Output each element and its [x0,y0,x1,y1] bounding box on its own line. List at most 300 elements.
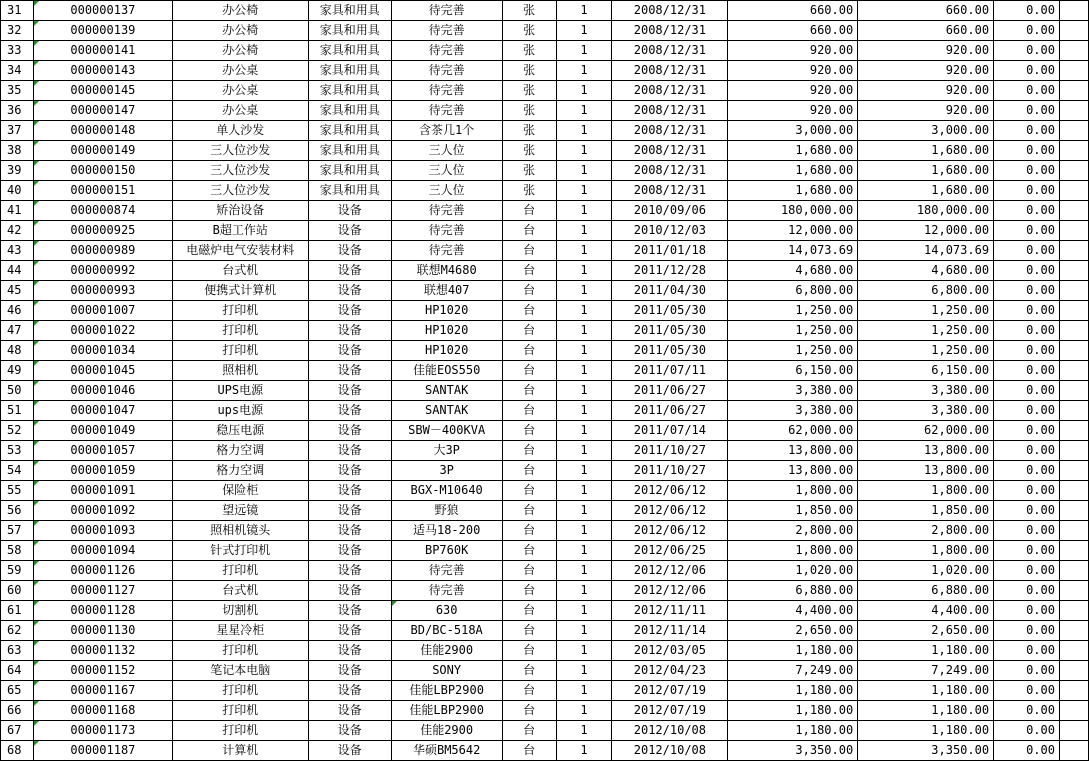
unit-cell[interactable]: 张 [502,141,556,161]
unit-cell[interactable]: 台 [502,581,556,601]
asset-code-cell[interactable]: 000000989 [33,241,172,261]
row-number-cell[interactable]: 34 [1,61,34,81]
unit-cell[interactable]: 张 [502,161,556,181]
asset-code-cell[interactable]: 000000148 [33,121,172,141]
original-value-cell[interactable]: 14,073.69 [728,241,858,261]
specification-cell[interactable]: 待完善 [391,581,502,601]
quantity-cell[interactable]: 1 [556,361,612,381]
specification-cell[interactable]: 待完善 [391,241,502,261]
asset-name-cell[interactable]: 打印机 [172,561,308,581]
unit-cell[interactable]: 台 [502,381,556,401]
specification-cell[interactable]: 待完善 [391,221,502,241]
book-value-cell[interactable]: 920.00 [858,81,994,101]
asset-code-cell[interactable]: 000001152 [33,661,172,681]
original-value-cell[interactable]: 13,800.00 [728,461,858,481]
empty-cell[interactable] [1059,641,1088,661]
row-number-cell[interactable]: 43 [1,241,34,261]
unit-cell[interactable]: 张 [502,61,556,81]
unit-cell[interactable]: 张 [502,101,556,121]
specification-cell[interactable]: 佳能LBP2900 [391,681,502,701]
empty-cell[interactable] [1059,501,1088,521]
original-value-cell[interactable]: 2,650.00 [728,621,858,641]
depreciation-cell[interactable]: 0.00 [994,301,1060,321]
original-value-cell[interactable]: 920.00 [728,61,858,81]
depreciation-cell[interactable]: 0.00 [994,201,1060,221]
specification-cell[interactable]: BD/BC-518A [391,621,502,641]
book-value-cell[interactable]: 1,250.00 [858,321,994,341]
book-value-cell[interactable]: 12,000.00 [858,221,994,241]
asset-name-cell[interactable]: 星星冷柜 [172,621,308,641]
acquire-date-cell[interactable]: 2012/06/12 [612,501,728,521]
empty-cell[interactable] [1059,421,1088,441]
specification-cell[interactable]: 待完善 [391,61,502,81]
row-number-cell[interactable]: 33 [1,41,34,61]
asset-name-cell[interactable]: 矫治设备 [172,201,308,221]
acquire-date-cell[interactable]: 2011/07/11 [612,361,728,381]
depreciation-cell[interactable]: 0.00 [994,381,1060,401]
row-number-cell[interactable]: 58 [1,541,34,561]
quantity-cell[interactable]: 1 [556,461,612,481]
asset-name-cell[interactable]: 三人位沙发 [172,181,308,201]
row-number-cell[interactable]: 44 [1,261,34,281]
original-value-cell[interactable]: 6,150.00 [728,361,858,381]
empty-cell[interactable] [1059,41,1088,61]
original-value-cell[interactable]: 1,180.00 [728,641,858,661]
specification-cell[interactable]: BP760K [391,541,502,561]
specification-cell[interactable]: 待完善 [391,21,502,41]
quantity-cell[interactable]: 1 [556,41,612,61]
acquire-date-cell[interactable]: 2012/11/14 [612,621,728,641]
acquire-date-cell[interactable]: 2011/05/30 [612,341,728,361]
original-value-cell[interactable]: 3,350.00 [728,741,858,761]
acquire-date-cell[interactable]: 2008/12/31 [612,101,728,121]
quantity-cell[interactable]: 1 [556,261,612,281]
book-value-cell[interactable]: 2,800.00 [858,521,994,541]
original-value-cell[interactable]: 1,180.00 [728,701,858,721]
depreciation-cell[interactable]: 0.00 [994,741,1060,761]
asset-code-cell[interactable]: 000001045 [33,361,172,381]
category-cell[interactable]: 设备 [308,341,391,361]
unit-cell[interactable]: 台 [502,401,556,421]
acquire-date-cell[interactable]: 2011/10/27 [612,461,728,481]
acquire-date-cell[interactable]: 2010/09/06 [612,201,728,221]
specification-cell[interactable]: SONY [391,661,502,681]
asset-name-cell[interactable]: 办公椅 [172,21,308,41]
row-number-cell[interactable]: 59 [1,561,34,581]
asset-code-cell[interactable]: 000001047 [33,401,172,421]
acquire-date-cell[interactable]: 2010/12/03 [612,221,728,241]
quantity-cell[interactable]: 1 [556,641,612,661]
acquire-date-cell[interactable]: 2012/07/19 [612,701,728,721]
specification-cell[interactable]: SBW－400KVA [391,421,502,441]
unit-cell[interactable]: 台 [502,301,556,321]
asset-code-cell[interactable]: 000001128 [33,601,172,621]
unit-cell[interactable]: 台 [502,441,556,461]
row-number-cell[interactable]: 64 [1,661,34,681]
unit-cell[interactable]: 台 [502,741,556,761]
quantity-cell[interactable]: 1 [556,101,612,121]
unit-cell[interactable]: 台 [502,361,556,381]
row-number-cell[interactable]: 53 [1,441,34,461]
empty-cell[interactable] [1059,61,1088,81]
category-cell[interactable]: 设备 [308,581,391,601]
quantity-cell[interactable]: 1 [556,681,612,701]
unit-cell[interactable]: 台 [502,621,556,641]
quantity-cell[interactable]: 1 [556,701,612,721]
book-value-cell[interactable]: 920.00 [858,101,994,121]
quantity-cell[interactable]: 1 [556,161,612,181]
specification-cell[interactable]: 待完善 [391,81,502,101]
asset-name-cell[interactable]: 针式打印机 [172,541,308,561]
acquire-date-cell[interactable]: 2012/04/23 [612,661,728,681]
original-value-cell[interactable]: 1,680.00 [728,181,858,201]
category-cell[interactable]: 设备 [308,261,391,281]
depreciation-cell[interactable]: 0.00 [994,161,1060,181]
empty-cell[interactable] [1059,561,1088,581]
specification-cell[interactable]: 适马18-200 [391,521,502,541]
empty-cell[interactable] [1059,661,1088,681]
row-number-cell[interactable]: 40 [1,181,34,201]
book-value-cell[interactable]: 920.00 [858,41,994,61]
asset-code-cell[interactable]: 000001091 [33,481,172,501]
depreciation-cell[interactable]: 0.00 [994,661,1060,681]
book-value-cell[interactable]: 62,000.00 [858,421,994,441]
empty-cell[interactable] [1059,281,1088,301]
asset-name-cell[interactable]: ups电源 [172,401,308,421]
acquire-date-cell[interactable]: 2012/03/05 [612,641,728,661]
empty-cell[interactable] [1059,1,1088,21]
specification-cell[interactable]: HP1020 [391,321,502,341]
asset-name-cell[interactable]: 打印机 [172,641,308,661]
unit-cell[interactable]: 台 [502,481,556,501]
acquire-date-cell[interactable]: 2012/10/08 [612,741,728,761]
original-value-cell[interactable]: 3,380.00 [728,381,858,401]
quantity-cell[interactable]: 1 [556,441,612,461]
asset-code-cell[interactable]: 000000141 [33,41,172,61]
row-number-cell[interactable]: 48 [1,341,34,361]
unit-cell[interactable]: 台 [502,521,556,541]
asset-code-cell[interactable]: 000000149 [33,141,172,161]
specification-cell[interactable]: 佳能2900 [391,721,502,741]
asset-code-cell[interactable]: 000001007 [33,301,172,321]
quantity-cell[interactable]: 1 [556,81,612,101]
asset-name-cell[interactable]: 格力空调 [172,461,308,481]
asset-name-cell[interactable]: 打印机 [172,301,308,321]
category-cell[interactable]: 家具和用具 [308,1,391,21]
depreciation-cell[interactable]: 0.00 [994,361,1060,381]
category-cell[interactable]: 设备 [308,641,391,661]
original-value-cell[interactable]: 3,000.00 [728,121,858,141]
unit-cell[interactable]: 台 [502,421,556,441]
specification-cell[interactable]: 待完善 [391,561,502,581]
empty-cell[interactable] [1059,621,1088,641]
empty-cell[interactable] [1059,521,1088,541]
depreciation-cell[interactable]: 0.00 [994,261,1060,281]
specification-cell[interactable]: 佳能EOS550 [391,361,502,381]
asset-name-cell[interactable]: 切割机 [172,601,308,621]
acquire-date-cell[interactable]: 2012/07/19 [612,681,728,701]
row-number-cell[interactable]: 60 [1,581,34,601]
acquire-date-cell[interactable]: 2008/12/31 [612,161,728,181]
book-value-cell[interactable]: 180,000.00 [858,201,994,221]
quantity-cell[interactable]: 1 [556,381,612,401]
original-value-cell[interactable]: 4,680.00 [728,261,858,281]
asset-code-cell[interactable]: 000000151 [33,181,172,201]
unit-cell[interactable]: 张 [502,41,556,61]
asset-code-cell[interactable]: 000001093 [33,521,172,541]
book-value-cell[interactable]: 1,680.00 [858,141,994,161]
asset-name-cell[interactable]: 望远镜 [172,501,308,521]
quantity-cell[interactable]: 1 [556,61,612,81]
acquire-date-cell[interactable]: 2012/06/25 [612,541,728,561]
asset-name-cell[interactable]: 打印机 [172,701,308,721]
depreciation-cell[interactable]: 0.00 [994,461,1060,481]
specification-cell[interactable]: HP1020 [391,301,502,321]
category-cell[interactable]: 家具和用具 [308,121,391,141]
empty-cell[interactable] [1059,461,1088,481]
depreciation-cell[interactable]: 0.00 [994,621,1060,641]
acquire-date-cell[interactable]: 2008/12/31 [612,81,728,101]
category-cell[interactable]: 设备 [308,701,391,721]
original-value-cell[interactable]: 1,180.00 [728,721,858,741]
empty-cell[interactable] [1059,141,1088,161]
unit-cell[interactable]: 台 [502,321,556,341]
quantity-cell[interactable]: 1 [556,241,612,261]
depreciation-cell[interactable]: 0.00 [994,701,1060,721]
empty-cell[interactable] [1059,601,1088,621]
book-value-cell[interactable]: 4,400.00 [858,601,994,621]
unit-cell[interactable]: 台 [502,541,556,561]
acquire-date-cell[interactable]: 2012/10/08 [612,721,728,741]
asset-name-cell[interactable]: 办公椅 [172,41,308,61]
depreciation-cell[interactable]: 0.00 [994,481,1060,501]
depreciation-cell[interactable]: 0.00 [994,121,1060,141]
specification-cell[interactable]: 华硕BM5642 [391,741,502,761]
asset-code-cell[interactable]: 000000147 [33,101,172,121]
empty-cell[interactable] [1059,701,1088,721]
asset-name-cell[interactable]: 格力空调 [172,441,308,461]
category-cell[interactable]: 设备 [308,221,391,241]
specification-cell[interactable]: 三人位 [391,161,502,181]
specification-cell[interactable]: SANTAK [391,381,502,401]
empty-cell[interactable] [1059,101,1088,121]
category-cell[interactable]: 设备 [308,501,391,521]
row-number-cell[interactable]: 50 [1,381,34,401]
acquire-date-cell[interactable]: 2011/12/28 [612,261,728,281]
acquire-date-cell[interactable]: 2008/12/31 [612,41,728,61]
category-cell[interactable]: 设备 [308,521,391,541]
book-value-cell[interactable]: 4,680.00 [858,261,994,281]
empty-cell[interactable] [1059,361,1088,381]
depreciation-cell[interactable]: 0.00 [994,501,1060,521]
unit-cell[interactable]: 台 [502,661,556,681]
depreciation-cell[interactable]: 0.00 [994,721,1060,741]
row-number-cell[interactable]: 49 [1,361,34,381]
original-value-cell[interactable]: 1,680.00 [728,141,858,161]
acquire-date-cell[interactable]: 2011/06/27 [612,401,728,421]
book-value-cell[interactable]: 1,180.00 [858,641,994,661]
asset-name-cell[interactable]: 打印机 [172,681,308,701]
asset-code-cell[interactable]: 000001034 [33,341,172,361]
original-value-cell[interactable]: 62,000.00 [728,421,858,441]
category-cell[interactable]: 设备 [308,661,391,681]
quantity-cell[interactable]: 1 [556,621,612,641]
row-number-cell[interactable]: 61 [1,601,34,621]
original-value-cell[interactable]: 1,180.00 [728,681,858,701]
asset-name-cell[interactable]: 保险柜 [172,481,308,501]
unit-cell[interactable]: 台 [502,721,556,741]
asset-name-cell[interactable]: 三人位沙发 [172,161,308,181]
category-cell[interactable]: 设备 [308,621,391,641]
acquire-date-cell[interactable]: 2008/12/31 [612,61,728,81]
asset-name-cell[interactable]: 台式机 [172,581,308,601]
quantity-cell[interactable]: 1 [556,121,612,141]
specification-cell[interactable]: 联想M4680 [391,261,502,281]
empty-cell[interactable] [1059,721,1088,741]
book-value-cell[interactable]: 1,680.00 [858,161,994,181]
category-cell[interactable]: 设备 [308,481,391,501]
original-value-cell[interactable]: 1,800.00 [728,541,858,561]
book-value-cell[interactable]: 3,380.00 [858,401,994,421]
book-value-cell[interactable]: 7,249.00 [858,661,994,681]
book-value-cell[interactable]: 1,250.00 [858,301,994,321]
specification-cell[interactable]: 野狼 [391,501,502,521]
row-number-cell[interactable]: 65 [1,681,34,701]
original-value-cell[interactable]: 920.00 [728,41,858,61]
unit-cell[interactable]: 台 [502,221,556,241]
book-value-cell[interactable]: 1,800.00 [858,541,994,561]
quantity-cell[interactable]: 1 [556,421,612,441]
row-number-cell[interactable]: 42 [1,221,34,241]
depreciation-cell[interactable]: 0.00 [994,101,1060,121]
row-number-cell[interactable]: 38 [1,141,34,161]
category-cell[interactable]: 家具和用具 [308,181,391,201]
original-value-cell[interactable]: 1,800.00 [728,481,858,501]
asset-code-cell[interactable]: 000000143 [33,61,172,81]
asset-code-cell[interactable]: 000000137 [33,1,172,21]
original-value-cell[interactable]: 660.00 [728,21,858,41]
depreciation-cell[interactable]: 0.00 [994,41,1060,61]
depreciation-cell[interactable]: 0.00 [994,581,1060,601]
specification-cell[interactable]: 三人位 [391,181,502,201]
original-value-cell[interactable]: 1,850.00 [728,501,858,521]
row-number-cell[interactable]: 55 [1,481,34,501]
category-cell[interactable]: 家具和用具 [308,161,391,181]
original-value-cell[interactable]: 1,680.00 [728,161,858,181]
quantity-cell[interactable]: 1 [556,561,612,581]
book-value-cell[interactable]: 13,800.00 [858,441,994,461]
asset-code-cell[interactable]: 000001130 [33,621,172,641]
category-cell[interactable]: 设备 [308,281,391,301]
depreciation-cell[interactable]: 0.00 [994,421,1060,441]
category-cell[interactable]: 家具和用具 [308,81,391,101]
asset-code-cell[interactable]: 000001187 [33,741,172,761]
category-cell[interactable]: 家具和用具 [308,41,391,61]
asset-code-cell[interactable]: 000001173 [33,721,172,741]
category-cell[interactable]: 设备 [308,321,391,341]
unit-cell[interactable]: 台 [502,201,556,221]
book-value-cell[interactable]: 6,880.00 [858,581,994,601]
quantity-cell[interactable]: 1 [556,601,612,621]
book-value-cell[interactable]: 1,680.00 [858,181,994,201]
category-cell[interactable]: 设备 [308,601,391,621]
category-cell[interactable]: 设备 [308,421,391,441]
original-value-cell[interactable]: 12,000.00 [728,221,858,241]
quantity-cell[interactable]: 1 [556,501,612,521]
depreciation-cell[interactable]: 0.00 [994,401,1060,421]
asset-name-cell[interactable]: 电磁炉电气安装材料 [172,241,308,261]
book-value-cell[interactable]: 660.00 [858,21,994,41]
unit-cell[interactable]: 台 [502,681,556,701]
original-value-cell[interactable]: 6,800.00 [728,281,858,301]
book-value-cell[interactable]: 1,800.00 [858,481,994,501]
acquire-date-cell[interactable]: 2008/12/31 [612,121,728,141]
empty-cell[interactable] [1059,581,1088,601]
empty-cell[interactable] [1059,321,1088,341]
specification-cell[interactable]: 三人位 [391,141,502,161]
quantity-cell[interactable]: 1 [556,281,612,301]
asset-code-cell[interactable]: 000001167 [33,681,172,701]
asset-code-cell[interactable]: 000001059 [33,461,172,481]
specification-cell[interactable]: 待完善 [391,1,502,21]
depreciation-cell[interactable]: 0.00 [994,281,1060,301]
quantity-cell[interactable]: 1 [556,721,612,741]
asset-code-cell[interactable]: 000001127 [33,581,172,601]
row-number-cell[interactable]: 46 [1,301,34,321]
quantity-cell[interactable]: 1 [556,661,612,681]
category-cell[interactable]: 设备 [308,381,391,401]
row-number-cell[interactable]: 56 [1,501,34,521]
unit-cell[interactable]: 台 [502,561,556,581]
specification-cell[interactable]: 联想407 [391,281,502,301]
original-value-cell[interactable]: 1,020.00 [728,561,858,581]
category-cell[interactable]: 家具和用具 [308,61,391,81]
original-value-cell[interactable]: 4,400.00 [728,601,858,621]
empty-cell[interactable] [1059,181,1088,201]
row-number-cell[interactable]: 41 [1,201,34,221]
book-value-cell[interactable]: 1,850.00 [858,501,994,521]
asset-code-cell[interactable]: 000000874 [33,201,172,221]
row-number-cell[interactable]: 32 [1,21,34,41]
row-number-cell[interactable]: 45 [1,281,34,301]
empty-cell[interactable] [1059,441,1088,461]
category-cell[interactable]: 设备 [308,721,391,741]
depreciation-cell[interactable]: 0.00 [994,561,1060,581]
asset-code-cell[interactable]: 000000993 [33,281,172,301]
acquire-date-cell[interactable]: 2008/12/31 [612,181,728,201]
empty-cell[interactable] [1059,81,1088,101]
specification-cell[interactable]: 佳能LBP2900 [391,701,502,721]
asset-name-cell[interactable]: 台式机 [172,261,308,281]
unit-cell[interactable]: 台 [502,461,556,481]
asset-name-cell[interactable]: 办公桌 [172,101,308,121]
category-cell[interactable]: 家具和用具 [308,101,391,121]
depreciation-cell[interactable]: 0.00 [994,141,1060,161]
quantity-cell[interactable]: 1 [556,481,612,501]
unit-cell[interactable]: 台 [502,341,556,361]
specification-cell[interactable]: BGX-M10640 [391,481,502,501]
unit-cell[interactable]: 台 [502,701,556,721]
row-number-cell[interactable]: 63 [1,641,34,661]
original-value-cell[interactable]: 3,380.00 [728,401,858,421]
original-value-cell[interactable]: 1,250.00 [728,301,858,321]
specification-cell[interactable]: 含茶几1个 [391,121,502,141]
row-number-cell[interactable]: 67 [1,721,34,741]
asset-code-cell[interactable]: 000000925 [33,221,172,241]
quantity-cell[interactable]: 1 [556,741,612,761]
acquire-date-cell[interactable]: 2012/06/12 [612,521,728,541]
depreciation-cell[interactable]: 0.00 [994,641,1060,661]
